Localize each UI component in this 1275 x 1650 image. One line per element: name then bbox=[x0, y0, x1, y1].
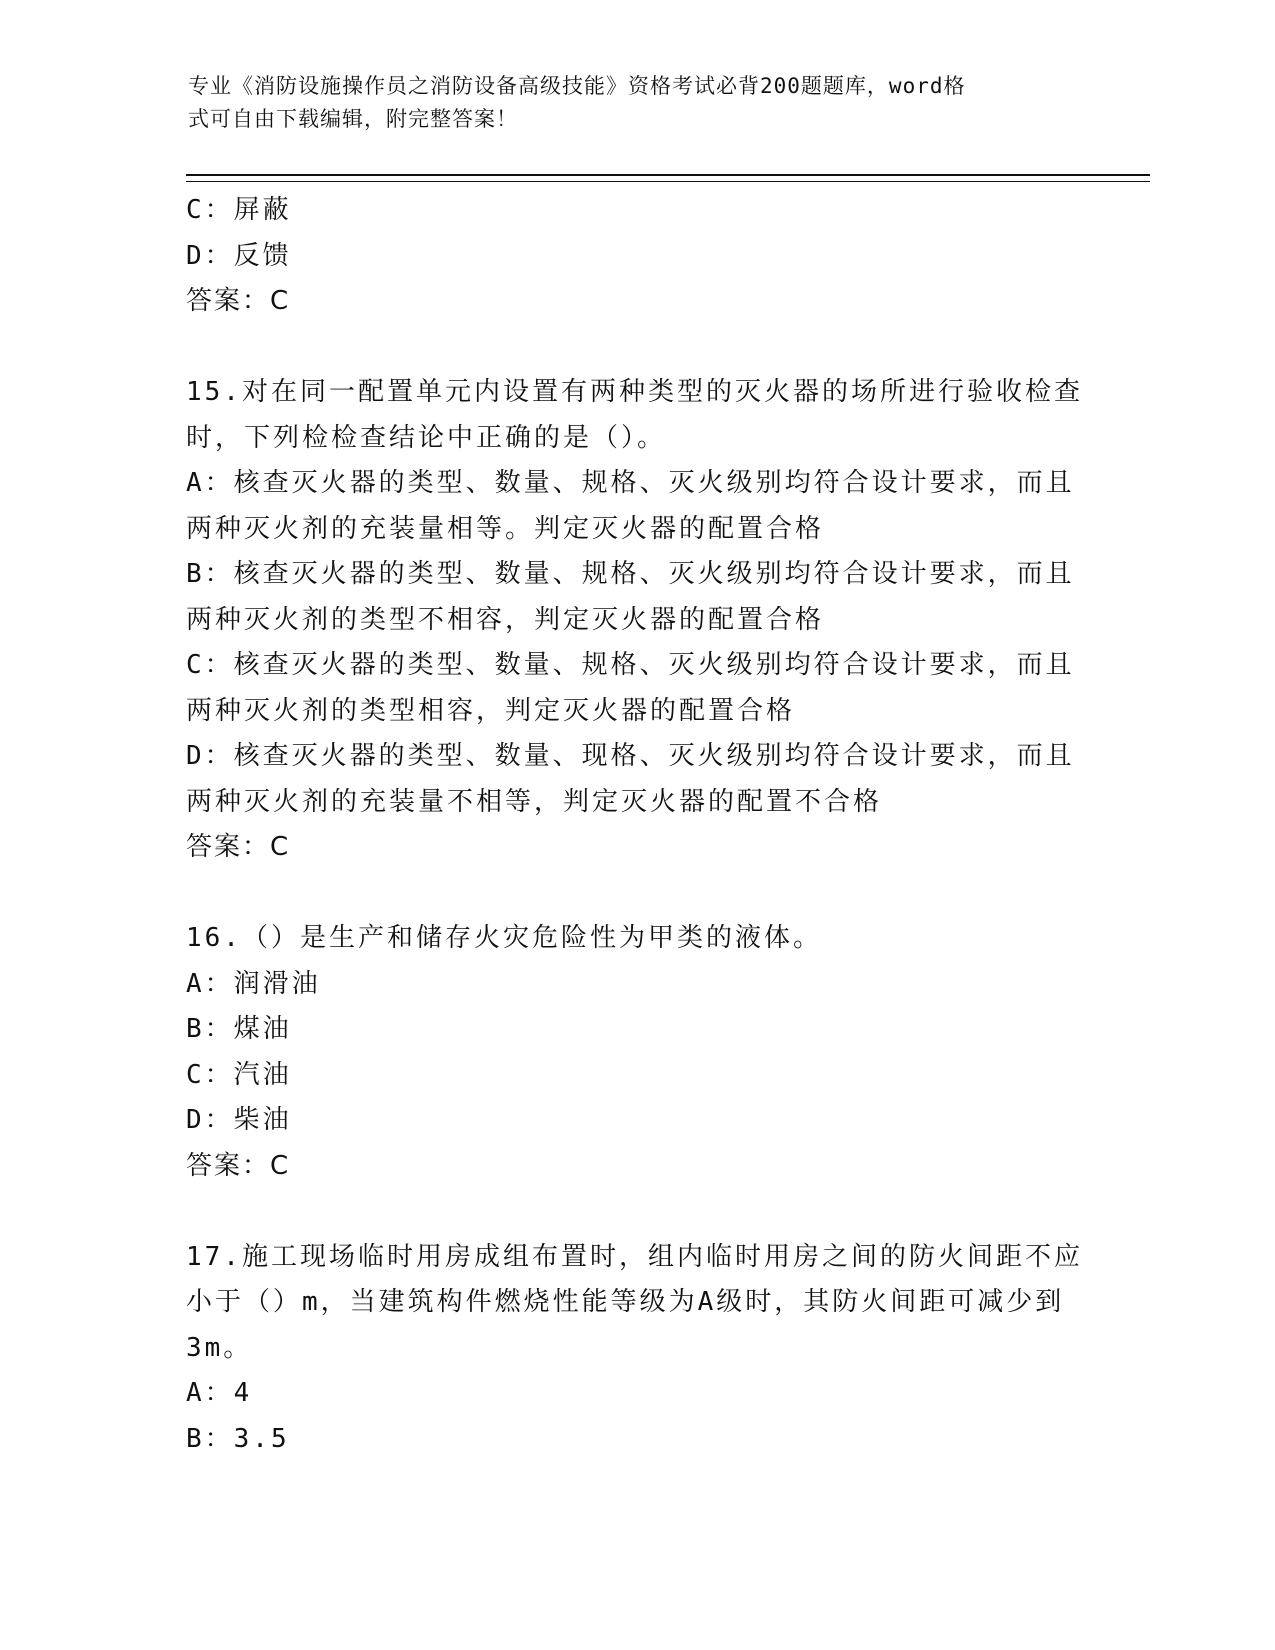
header-title-line-1: 专业《消防设施操作员之消防设备高级技能》资格考试必背200题题库，word格 bbox=[188, 74, 966, 98]
option-c: 两种灭火剂的类型相容，判定灭火器的配置合格 bbox=[186, 695, 796, 726]
question-17 bbox=[186, 1235, 1086, 1463]
option-d: D：核查灭火器的类型、数量、现格、灭火级别均符合设计要求，而且 bbox=[186, 741, 1075, 771]
document-header bbox=[188, 70, 1068, 136]
question-stem: 16.（）是生产和储存火灾危险性为甲类的液体。 bbox=[186, 923, 822, 953]
option-a: 两种灭火剂的充装量相等。判定灭火器的配置合格 bbox=[186, 513, 825, 544]
option-b: 两种灭火剂的类型不相容，判定灭火器的配置合格 bbox=[186, 604, 825, 635]
answer: 答案：C bbox=[186, 832, 291, 862]
question-stem: 3m。 bbox=[186, 1332, 253, 1363]
question-stem: 17.施工现场临时用房成组布置时，组内临时用房之间的防火间距不应 bbox=[186, 1241, 1083, 1272]
option-c: C：屏蔽 bbox=[186, 195, 292, 225]
option-c: C：核查灭火器的类型、数量、规格、灭火级别均符合设计要求，而且 bbox=[186, 650, 1075, 680]
question-14 bbox=[186, 188, 1086, 325]
spacer bbox=[186, 871, 1086, 917]
question-list bbox=[186, 188, 1086, 1462]
option-b: B：3.5 bbox=[186, 1423, 290, 1454]
question-stem: 时，下列检检查结论中正确的是（）。 bbox=[186, 422, 667, 453]
question-stem: 小于（）m，当建筑构件燃烧性能等级为A级时，其防火间距可减少到 bbox=[186, 1287, 1065, 1317]
option-d: 两种灭火剂的充装量不相等，判定灭火器的配置不合格 bbox=[186, 786, 883, 817]
option-d: D：反馈 bbox=[186, 240, 292, 271]
question-stem: 15.对在同一配置单元内设置有两种类型的灭火器的场所进行验收检查 bbox=[186, 377, 1083, 407]
header-rule-thin bbox=[186, 181, 1150, 182]
answer: 答案：C bbox=[186, 1150, 291, 1181]
option-a: A：核查灭火器的类型、数量、规格、灭火级别均符合设计要求，而且 bbox=[186, 468, 1075, 498]
question-16 bbox=[186, 916, 1086, 1189]
option-b: B：煤油 bbox=[186, 1014, 292, 1044]
spacer bbox=[186, 325, 1086, 371]
answer: 答案：C bbox=[186, 286, 291, 316]
option-c: C：汽油 bbox=[186, 1059, 292, 1090]
option-b: B：核查灭火器的类型、数量、规格、灭火级别均符合设计要求，而且 bbox=[186, 559, 1075, 589]
option-d: D：柴油 bbox=[186, 1105, 292, 1135]
option-a: A：润滑油 bbox=[186, 968, 321, 999]
header-rule-thick bbox=[186, 174, 1150, 176]
spacer bbox=[186, 1189, 1086, 1235]
question-15 bbox=[186, 370, 1086, 871]
option-a: A：4 bbox=[186, 1378, 253, 1408]
header-title-line-2: 式可自由下载编辑，附完整答案！ bbox=[188, 107, 518, 131]
